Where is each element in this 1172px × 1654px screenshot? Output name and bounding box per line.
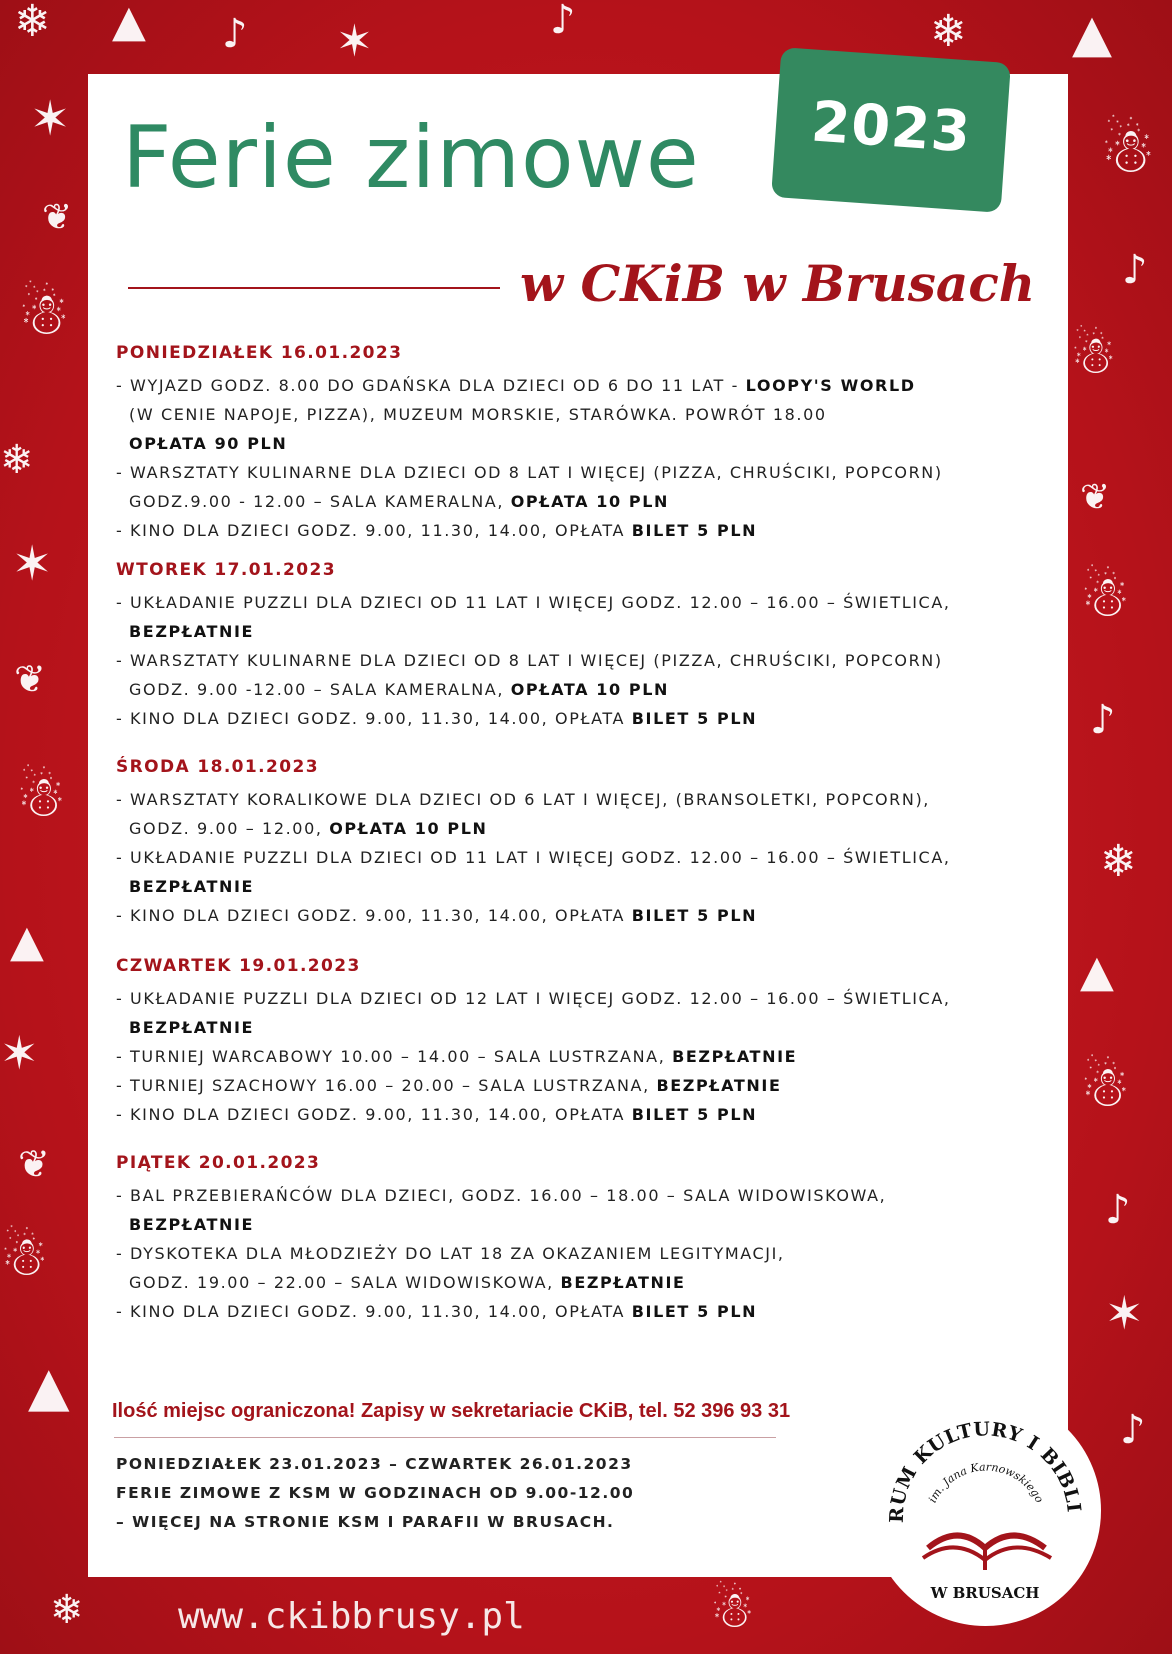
schedule-line-highlight: BILET 5 PLN [631, 709, 758, 728]
schedule-line-highlight: OPŁATA 10 PLN [510, 492, 670, 511]
logo-bottom-text: W BRUSACH [930, 1584, 1040, 1602]
schedule-line-text: - WARSZTATY KULINARNE DLA DZIECI OD 8 LAT I WIĘCEJ (PIZZA, CHRUŚCIKI, POPCORN) [116, 463, 943, 482]
day-section [116, 956, 1036, 1129]
christmas-tree-icon: ▲ [1080, 946, 1114, 997]
schedule-line-highlight: BEZPŁATNIE [129, 1215, 255, 1234]
schedule-line [116, 1013, 1036, 1042]
schedule-line-text: GODZ. 19.00 – 22.00 – SALA WIDOWISKOWA, [129, 1273, 561, 1292]
schedule-line [116, 1100, 1036, 1129]
stocking-icon: ♪ [222, 11, 248, 57]
page-title: Ferie zimowe [122, 108, 700, 208]
schedule-line-highlight: BILET 5 PLN [631, 906, 758, 925]
snowman-icon: ☃ [16, 765, 67, 830]
schedule-line-highlight: BILET 5 PLN [631, 521, 758, 540]
schedule-line [116, 675, 1036, 704]
star-icon: ✶ [12, 536, 53, 592]
holly-icon: ❦ [1080, 477, 1111, 518]
schedule-line [116, 588, 1036, 617]
schedule-line [116, 984, 1036, 1013]
schedule-line [116, 1042, 1036, 1071]
schedule-line-text: - UKŁADANIE PUZZLI DLA DZIECI OD 11 LAT I WIĘCEJ GODZ. 12.00 – 16.00 – ŚWIETLICA, [116, 848, 951, 867]
footer-line: PONIEDZIAŁEK 23.01.2023 – CZWARTEK 26.01.2023 [116, 1455, 633, 1473]
footer-info [116, 1450, 816, 1537]
schedule-line [116, 516, 1036, 545]
schedule-line-highlight: OPŁATA 10 PLN [510, 680, 670, 699]
snowman-icon: ☃ [1080, 565, 1131, 630]
star-icon: ✶ [30, 91, 71, 147]
schedule-line [116, 1239, 1036, 1268]
day-heading: ŚRODA 18.01.2023 [116, 757, 319, 777]
schedule-line-text: - KINO DLA DZIECI GODZ. 9.00, 11.30, 14.00, OPŁATA [116, 709, 632, 728]
book-emblem-icon [873, 1398, 1098, 1623]
schedule-line-text: - KINO DLA DZIECI GODZ. 9.00, 11.30, 14.00, OPŁATA [116, 906, 632, 925]
snowman-icon: ☃ [1070, 326, 1117, 386]
schedule-line-highlight: BEZPŁATNIE [129, 877, 255, 896]
schedule-line [116, 785, 1036, 814]
schedule-line [116, 1181, 1036, 1210]
day-section [116, 560, 1036, 733]
schedule-line-text: GODZ.9.00 - 12.00 – SALA KAMERALNA, [129, 492, 511, 511]
schedule-line-highlight: BILET 5 PLN [631, 1105, 758, 1124]
christmas-tree-icon: ▲ [28, 1355, 70, 1418]
website-link[interactable]: www.ckibbrusy.pl [178, 1596, 525, 1637]
page-subtitle: w CKiB w Brusach [520, 254, 1036, 313]
schedule-line-highlight: OPŁATA 10 PLN [329, 819, 488, 838]
registration-notice: Ilość miejsc ograniczona! Zapisy w sekretariacie CKiB, tel. 52 396 93 31 [112, 1400, 791, 1422]
day-section [116, 1153, 1036, 1326]
day-heading: PIĄTEK 20.01.2023 [116, 1153, 321, 1173]
schedule-line-highlight: BEZPŁATNIE [656, 1076, 782, 1095]
schedule-line-highlight: LOOPY'S WORLD [745, 376, 916, 395]
schedule-line [116, 617, 1036, 646]
schedule-line [116, 1268, 1036, 1297]
footer-line: FERIE ZIMOWE Z KSM W GODZINACH OD 9.00-12.00 [116, 1484, 635, 1502]
star-icon: ✶ [1105, 1286, 1144, 1340]
schedule-line-text: GODZ. 9.00 -12.00 – SALA KAMERALNA, [129, 680, 511, 699]
schedule-line-highlight: BEZPŁATNIE [672, 1047, 798, 1066]
holly-icon: ❦ [18, 1142, 50, 1186]
schedule-line [116, 458, 1036, 487]
snowman-icon: ☃ [0, 1225, 49, 1288]
stocking-icon: ♪ [550, 0, 576, 43]
schedule-line-highlight: BEZPŁATNIE [129, 622, 255, 641]
schedule-line [116, 843, 1036, 872]
christmas-tree-icon: ▲ [10, 916, 44, 967]
day-section [116, 343, 1036, 545]
holly-icon: ❦ [42, 197, 73, 238]
schedule-line [116, 371, 1036, 400]
christmas-tree-icon: ▲ [1072, 4, 1112, 64]
holly-icon: ❦ [14, 657, 46, 701]
year-badge-text: 2023 [809, 89, 974, 166]
snowflake-ornament-icon: ❄ [0, 437, 34, 483]
snowman-icon: ☃ [18, 280, 70, 348]
snowflake-ornament-icon: ❄ [1100, 836, 1137, 887]
schedule-line [116, 814, 1036, 843]
day-heading: WTOREK 17.01.2023 [116, 560, 336, 580]
schedule-line [116, 704, 1036, 733]
snowflake-ornament-icon: ❄ [50, 1587, 84, 1633]
schedule-line-highlight: BEZPŁATNIE [129, 1018, 255, 1037]
schedule-line [116, 1297, 1036, 1326]
schedule-line-text: - UKŁADANIE PUZZLI DLA DZIECI OD 12 LAT I WIĘCEJ GODZ. 12.00 – 16.00 – ŚWIETLICA, [116, 989, 951, 1008]
schedule-line [116, 1210, 1036, 1239]
schedule-line [116, 646, 1036, 675]
star-icon: ✶ [0, 1026, 39, 1080]
snowflake-ornament-icon: ❄ [14, 0, 51, 47]
schedule-line [116, 429, 1036, 458]
schedule-line-text: GODZ. 9.00 – 12.00, [129, 819, 330, 838]
day-heading: CZWARTEK 19.01.2023 [116, 956, 361, 976]
day-heading: PONIEDZIAŁEK 16.01.2023 [116, 343, 403, 363]
svg-text:im. Jana Karnowskiego [926, 1460, 1046, 1505]
stocking-icon: ♪ [1105, 1187, 1131, 1233]
schedule-line [116, 872, 1036, 901]
schedule-line-text: - TURNIEJ SZACHOWY 16.00 – 20.00 – SALA LUSTRZANA, [116, 1076, 657, 1095]
footer-line: – WIĘCEJ NA STRONIE KSM I PARAFII W BRUSACH. [116, 1513, 615, 1531]
ckib-logo [870, 1395, 1101, 1626]
title-divider [128, 287, 500, 289]
schedule-line-text: - BAL PRZEBIERAŃCÓW DLA DZIECI, GODZ. 16.00 – 18.00 – SALA WIDOWISKOWA, [116, 1186, 887, 1205]
christmas-tree-icon: ▲ [112, 0, 146, 47]
schedule-line [116, 1071, 1036, 1100]
snowflake-ornament-icon: ❄ [930, 6, 967, 57]
svg-text:CENTRUM KULTURY I BIBLIOTEKI [873, 1398, 1085, 1523]
schedule-line-highlight: BEZPŁATNIE [560, 1273, 686, 1292]
schedule-line-text: - DYSKOTEKA DLA MŁODZIEŻY DO LAT 18 ZA OKAZANIEM LEGITYMACJI, [116, 1244, 785, 1263]
stocking-icon: ♪ [1090, 697, 1116, 743]
schedule-line [116, 400, 1036, 429]
schedule-line-text: - TURNIEJ WARCABOWY 10.00 – 14.00 – SALA LUSTRZANA, [116, 1047, 673, 1066]
snowman-icon: ☃ [710, 1581, 755, 1639]
logo-arc-text: RUM KULTURY I BIBLI [885, 1418, 1085, 1524]
stocking-icon: ♪ [1122, 247, 1148, 293]
stocking-icon: ♪ [1120, 1407, 1146, 1453]
schedule-line-text: - WARSZTATY KORALIKOWE DLA DZIECI OD 6 LAT I WIĘCEJ, (BRANSOLETKI, POPCORN), [116, 790, 930, 809]
logo-sub-text: im. Jana Karnowskiego [925, 1460, 1047, 1505]
snowman-icon: ☃ [1080, 1055, 1131, 1120]
schedule-line [116, 901, 1036, 930]
schedule-line-text: (W CENIE NAPOJE, PIZZA), MUZEUM MORSKIE, STARÓWKA. POWRÓT 18.00 [129, 405, 827, 424]
schedule-line-text: - WARSZTATY KULINARNE DLA DZIECI OD 8 LAT I WIĘCEJ (PIZZA, CHRUŚCIKI, POPCORN) [116, 651, 943, 670]
schedule-line-text: - KINO DLA DZIECI GODZ. 9.00, 11.30, 14.00, OPŁATA [116, 1302, 632, 1321]
schedule-line-text: - UKŁADANIE PUZZLI DLA DZIECI OD 11 LAT I WIĘCEJ GODZ. 12.00 – 16.00 – ŚWIETLICA, [116, 593, 951, 612]
schedule-line-text: - KINO DLA DZIECI GODZ. 9.00, 11.30, 14.00, OPŁATA [116, 521, 632, 540]
notice-divider [114, 1437, 776, 1438]
schedule-line [116, 487, 1036, 516]
schedule-line-highlight: BILET 5 PLN [631, 1302, 758, 1321]
star-icon: ✶ [336, 16, 373, 67]
day-section [116, 757, 1036, 930]
schedule-line-text: - KINO DLA DZIECI GODZ. 9.00, 11.30, 14.00, OPŁATA [116, 1105, 632, 1124]
schedule-line-text: - WYJAZD GODZ. 8.00 DO GDAŃSKA DLA DZIECI OD 6 DO 11 LAT - [116, 376, 746, 395]
snowman-icon: ☃ [1100, 114, 1156, 187]
schedule-line-highlight: OPŁATA 90 PLN [129, 434, 288, 453]
year-badge [771, 47, 1011, 213]
